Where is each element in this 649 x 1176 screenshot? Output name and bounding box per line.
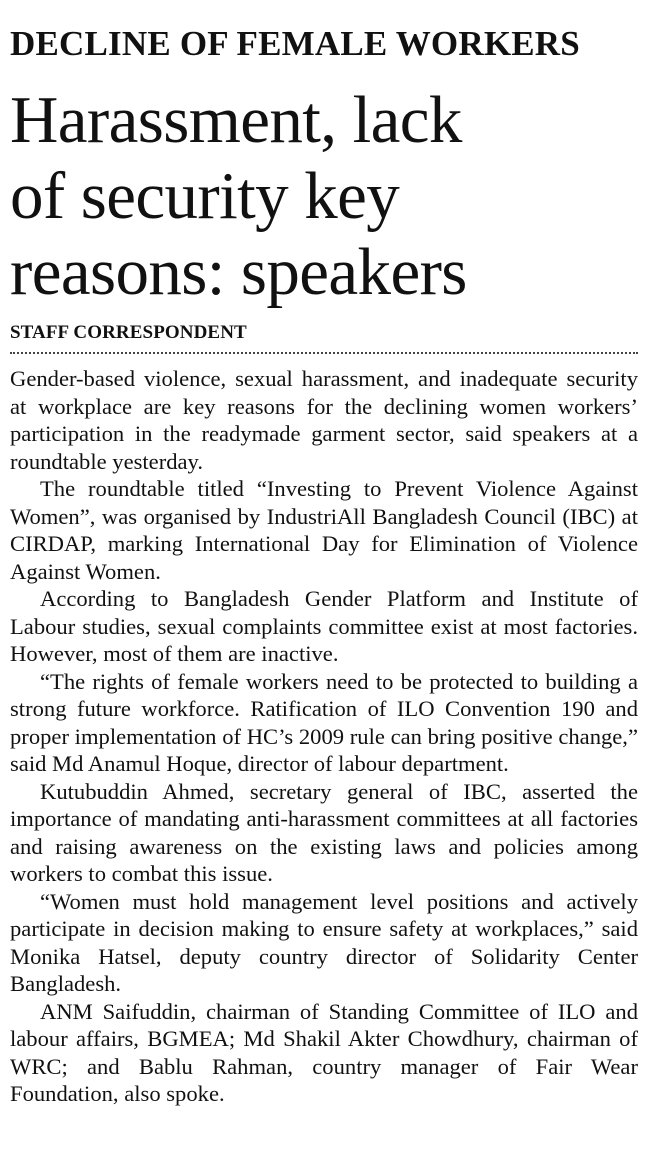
body-paragraph: “The rights of female workers need to be protected to building a strong future workforce. Ratification of ILO Convention 190 and proper implementation of HC’s 2009 rule can bring positive change,” said Md Anamul Hoque, director of labour department. (10, 668, 638, 776)
article-headline (10, 82, 638, 310)
headline-line: reasons: speakers (10, 235, 467, 309)
body-paragraph: The roundtable titled “Investing to Prevent Violence Against Women”, was organised by IndustriAll Bangladesh Council (IBC) at CIRDAP, marking International Day for Elimination of Violence Against Women. (10, 476, 638, 584)
body-paragraph: According to Bangladesh Gender Platform and Institute of Labour studies, sexual complaints committee exist at most factories. However, most of them are inactive. (10, 586, 638, 666)
dotted-divider (10, 352, 638, 354)
article-kicker: DECLINE OF FEMALE WORKERS (10, 24, 580, 63)
body-paragraph: Kutubuddin Ahmed, secretary general of IBC, asserted the importance of mandating anti-harassment committees at all factories and raising awareness on the existing laws and policies among workers to combat this issue. (10, 778, 638, 886)
article-body (10, 365, 638, 1108)
byline: STAFF CORRESPONDENT (10, 322, 247, 343)
headline-line: of security key (10, 159, 400, 233)
headline-line: Harassment, lack (10, 83, 462, 157)
body-paragraph: ANM Saifuddin, chairman of Standing Committee of ILO and labour affairs, BGMEA; Md Shakil Akter Chowdhury, chairman of WRC; and Bablu Rahman, country manager of Fair Wear Foundation, also spoke. (10, 998, 638, 1106)
body-paragraph: “Women must hold management level positions and actively participate in decision making to ensure safety at workplaces,” said Monika Hatsel, deputy country director of Solidarity Center Bangladesh. (10, 888, 638, 996)
body-paragraph: Gender-based violence, sexual harassment, and inadequate security at workplace are key reasons for the declining women workers’ participation in the readymade garment sector, said speakers at a roundtable yesterday. (10, 366, 638, 474)
